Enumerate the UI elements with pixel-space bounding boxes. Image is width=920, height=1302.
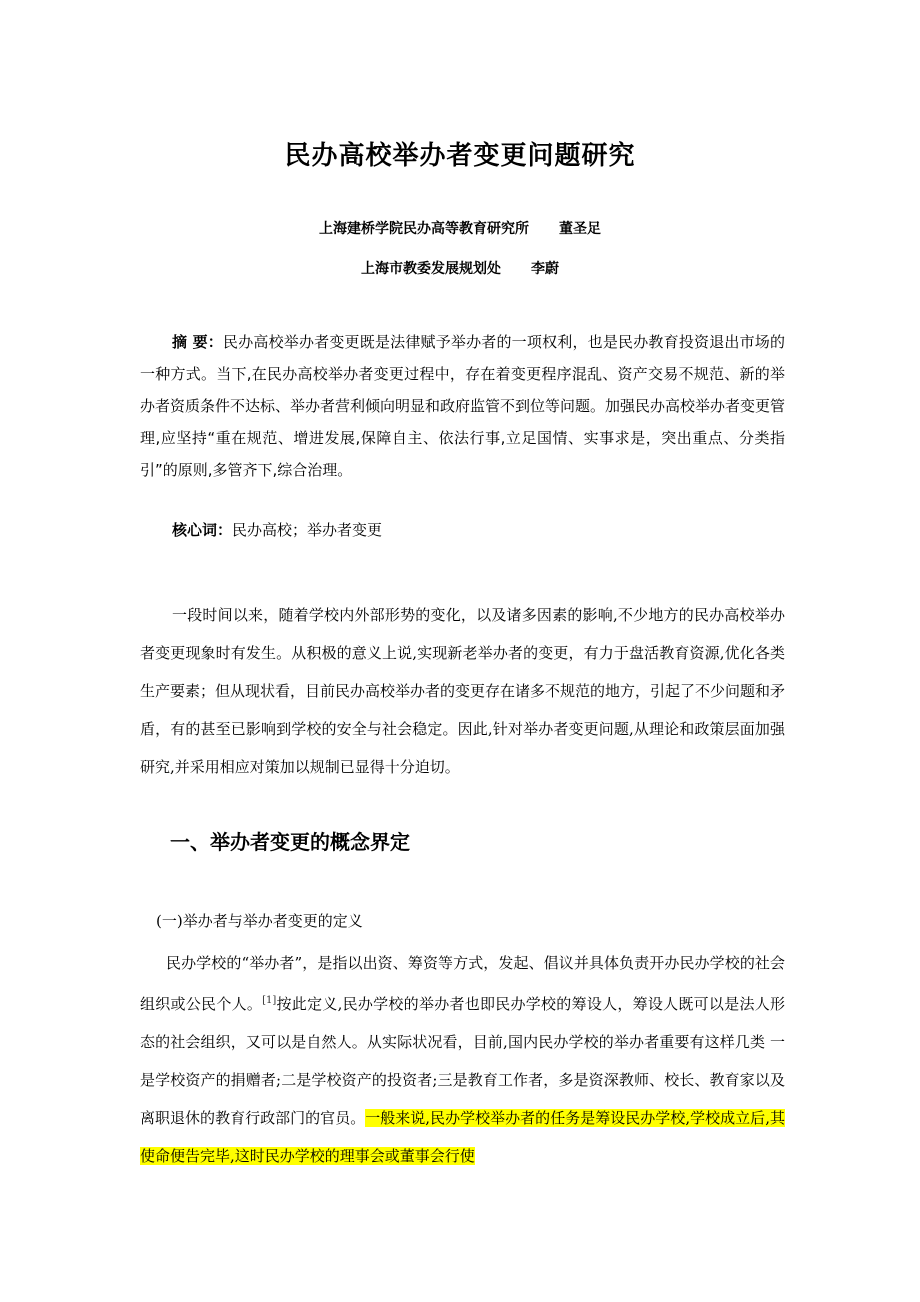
abstract-label: 摘 要： — [172, 333, 223, 351]
highlighted-text: 一般来说,民办学校举办者的任务是筹设民办学校,学校成立后,其使命便告完毕,这时民办学校的理事会或董事会行使 — [140, 1109, 785, 1165]
intro-paragraph: 一段时间以来，随着学校内外部形势的变化，以及诸多因素的影响,不少地方的民办高校举办者变更现象时有发生。从积极的意义上说,实现新老举办者的变更，有力于盘活教育资源,优化各类生产要素；但从现状看，目前民办高校举办者的变更存在诸多不规范的地方，引起了不少问题和矛盾，有的甚至已影响到学校的安全与社会稳定。因此,针对举办者变更问题,从理论和政策层面加强研究,并采用相应对策加以规制已显得十分迫切。 — [140, 606, 786, 776]
author-name: 董圣足 — [559, 221, 601, 237]
abstract — [140, 326, 785, 486]
subsection-heading: (一)举办者与举办者变更的定义 — [156, 912, 363, 930]
author-line-1 — [0, 218, 920, 238]
author-name: 李蔚 — [531, 261, 559, 277]
section-heading: 一、举办者变更的概念界定 — [170, 830, 410, 854]
body-text: 按此定义,民办学校的举办者也即民办学校的筹设人，筹设人既可以是法人形态的社会组织，又可以是自然人。从实际状况看，目前,国内民办学校的举办者重要有这样几类 一是学校资产的捐赠者;二是学校资产的投资者;三是教育工作者，多是资深教师、校长、教育家以及离职退休的教育行政部门的官员。 — [140, 995, 785, 1127]
author-line-2 — [0, 258, 920, 278]
keywords-label: 核心词： — [172, 521, 233, 539]
keywords-text: 民办高校；举办者变更 — [232, 521, 383, 539]
body-paragraph — [140, 944, 785, 1175]
author-affiliation: 上海市教委发展规划处 — [361, 261, 501, 277]
author-affiliation: 上海建桥学院民办高等教育研究所 — [319, 221, 529, 237]
document-title: 民办高校举办者变更问题研究 — [284, 141, 636, 172]
body-text: 民办学校的“举办者”，是指以出资、筹资等方式，发起、倡议并具体负责开办民办学校的社会组织或公民个人。 — [140, 954, 785, 1013]
citation-ref[interactable]: [1] — [262, 995, 277, 1006]
abstract-text: 民办高校举办者变更既是法律赋予举办者的一项权利，也是民办教育投资退出市场的一种方式。当下,在民办高校举办者变更过程中，存在着变更程序混乱、资产交易不规范、新的举办者资质条件不达标、举办者营利倾向明显和政府监管不到位等问题。加强民办高校举办者变更管理,应坚持“重在规范、增进发展,保障自主、依法行事,立足国情、实事求是，突出重点、分类指引”的原则,多管齐下,综合治理。 — [140, 333, 786, 479]
keywords — [140, 514, 785, 546]
